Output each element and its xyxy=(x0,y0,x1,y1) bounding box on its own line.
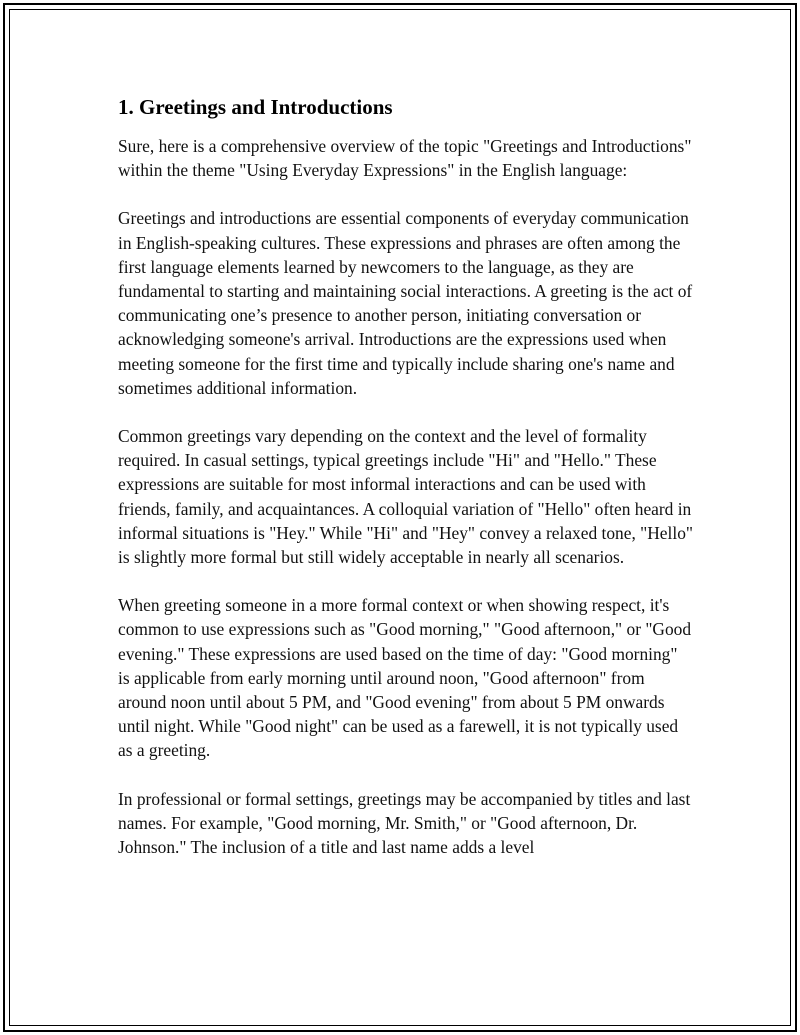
section-heading: 1. Greetings and Introductions xyxy=(118,95,393,119)
paragraph-overview: Greetings and introductions are essential components of everyday communication in English-speaking cultures. These expressions and phrases are often among the first language elements learned by newcomers to the language, as they are fundamental to starting and maintaining social interactions. A greeting is the act of communicating one’s presence to another person, initiating conversation or acknowledging someone's arrival. Introductions are the expressions used when meeting someone for the first time and typically include sharing one's name and sometimes additional information. xyxy=(118,208,693,398)
paragraph-intro: Sure, here is a comprehensive overview of the topic "Greetings and Introductions" within the theme "Using Everyday Expressions" in the English language: xyxy=(118,136,692,181)
paragraph-professional-greetings: In professional or formal settings, greetings may be accompanied by titles and last names. For example, "Good morning, Mr. Smith," or "Good afternoon, Dr. Johnson." The inclusion of a title and last name adds a level xyxy=(118,788,691,858)
paragraph-formal-greetings: When greeting someone in a more formal context or when showing respect, it's common to use expressions such as "Good morning," "Good afternoon," or "Good evening." These expressions are used based on the time of day: "Good morning" is applicable from early morning until around noon, "Good afternoon" from around noon until about 5 PM, and "Good evening" from about 5 PM onwards until night. While "Good night" can be used as a farewell, it is not typically used as a greeting. xyxy=(118,595,692,761)
paragraph-common-greetings: Common greetings vary depending on the context and the level of formality required. In casual settings, typical greetings include "Hi" and "Hello." These expressions are suitable for most informal interactions and can be used with friends, family, and acquaintances. A colloquial variation of "Hello" often heard in informal situations is "Hey." While "Hi" and "Hey" convey a relaxed tone, "Hello" is slightly more formal but still widely acceptable in nearly all scenarios. xyxy=(118,426,693,568)
document-body xyxy=(118,93,693,883)
